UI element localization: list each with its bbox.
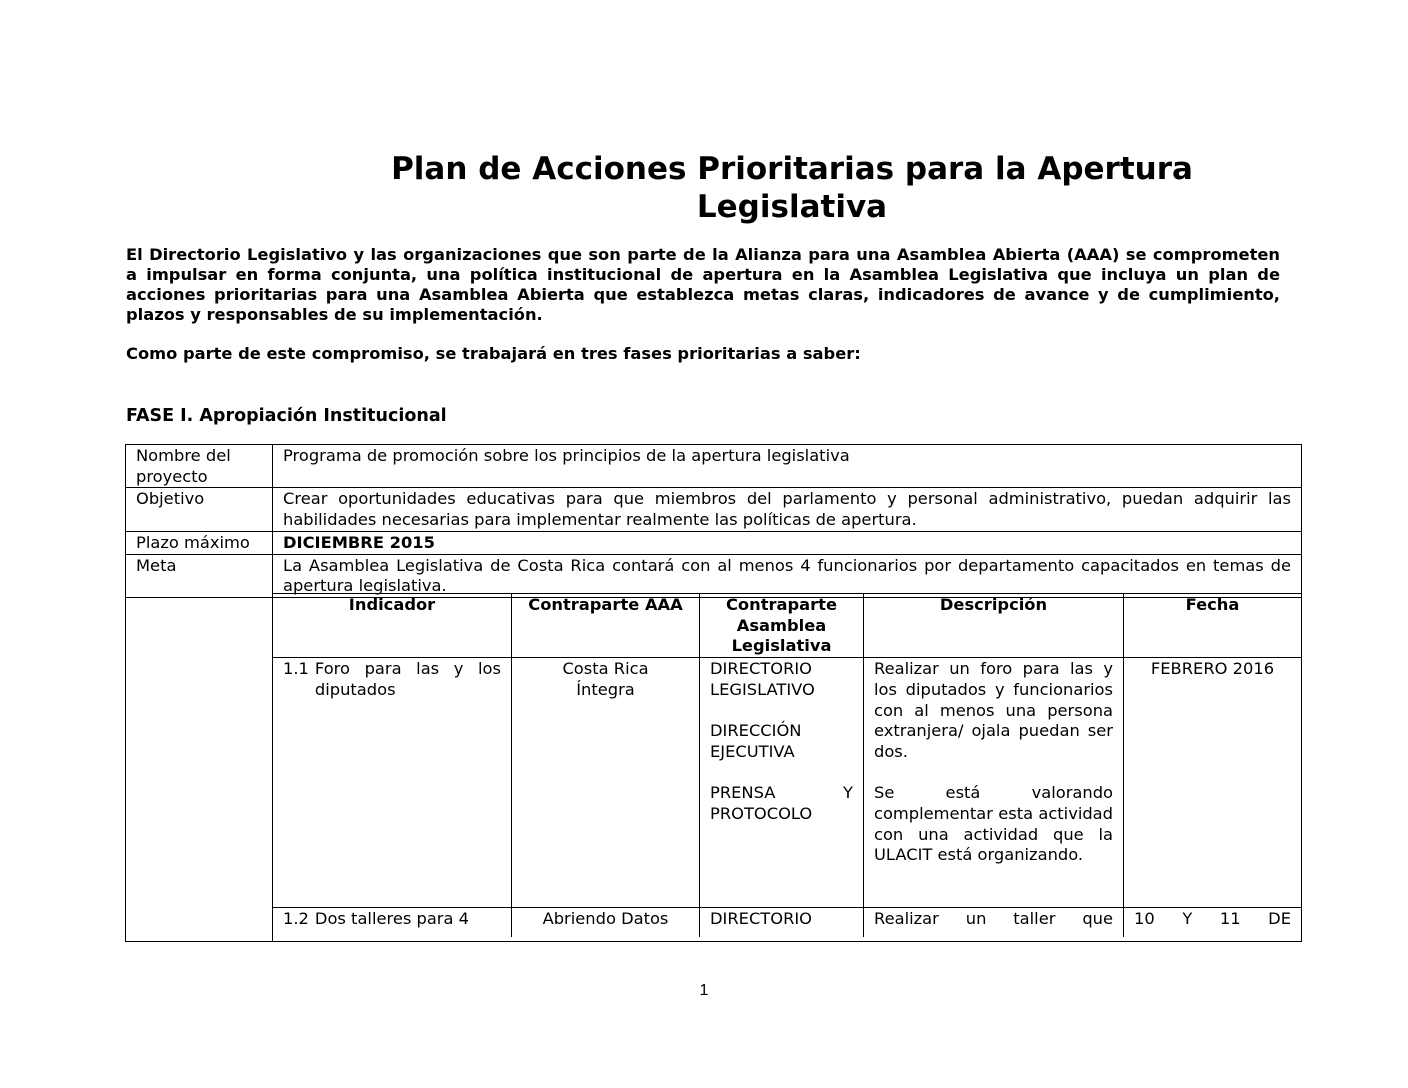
aaa-line-2: Íntegra bbox=[576, 679, 635, 699]
project-name-label: Nombre del proyecto bbox=[126, 445, 273, 488]
project-name-value: Programa de promoción sobre los principios de la apertura legislativa bbox=[273, 445, 1302, 488]
asamblea-item-1: DIRECTORIO LEGISLATIVO bbox=[710, 659, 815, 699]
table-row bbox=[273, 658, 1302, 908]
objective-row bbox=[126, 488, 1302, 531]
asamblea-cell bbox=[700, 658, 864, 908]
intro-paragraph: El Directorio Legislativo y las organizaciones que son parte de la Alianza para una Asamblea Abierta (AAA) se comprometen a impulsar en forma conjunta, una política institucional de apertura en la Asamblea Legislativa que incluya un plan de acciones prioritarias para una Asamblea Abierta que establezca metas claras, indicadores de avance y de cumplimiento, plazos y responsables de su implementación. bbox=[126, 245, 1280, 324]
deadline-row bbox=[126, 531, 1302, 554]
indicators-table bbox=[272, 593, 1301, 937]
header-descripcion: Descripción bbox=[864, 594, 1124, 658]
asamblea-item-3: PRENSA Y PROTOCOLO bbox=[710, 783, 853, 823]
date-cell: FEBRERO 2016 bbox=[1124, 658, 1302, 908]
empty-label-cell bbox=[126, 597, 273, 941]
project-name-row bbox=[126, 445, 1302, 488]
description-part-2: Se está valorando complementar esta actividad con una actividad que la ULACIT está organizando. bbox=[874, 783, 1113, 865]
header-contraparte-aaa: Contraparte AAA bbox=[512, 594, 700, 658]
indicators-header-row bbox=[273, 594, 1302, 658]
aaa-cell bbox=[512, 658, 700, 908]
description-cell: Realizar un taller que bbox=[864, 908, 1124, 937]
aaa-line-1: Costa Rica bbox=[562, 659, 649, 679]
indicator-number: 1.1 bbox=[283, 659, 309, 679]
document-title bbox=[330, 150, 1254, 226]
aaa-cell: Abriendo Datos bbox=[512, 908, 700, 937]
objective-label: Objetivo bbox=[126, 488, 273, 531]
header-indicador: Indicador bbox=[273, 594, 512, 658]
description-cell bbox=[864, 658, 1124, 908]
indicator-cell bbox=[273, 658, 512, 908]
title-line-2: Legislativa bbox=[696, 189, 888, 225]
asamblea-item-2: DIRECCIÓN EJECUTIVA bbox=[710, 721, 802, 761]
indicator-text: Dos talleres para 4 bbox=[314, 909, 470, 929]
deadline-label: Plazo máximo bbox=[126, 531, 273, 554]
table-row bbox=[273, 908, 1302, 937]
goal-row bbox=[126, 554, 1302, 597]
indicator-number: 1.2 bbox=[283, 909, 309, 929]
title-line-1: Plan de Acciones Prioritarias para la Apertura bbox=[391, 151, 1193, 187]
indicators-area bbox=[272, 593, 1301, 937]
deadline-value: DICIEMBRE 2015 bbox=[273, 531, 1302, 554]
page-number: 1 bbox=[699, 982, 709, 999]
phase-heading: FASE I. Apropiación Institucional bbox=[126, 406, 447, 426]
date-cell: 10 Y 11 DE bbox=[1124, 908, 1302, 937]
indicator-text: Foro para las y los diputados bbox=[314, 659, 501, 699]
goal-label: Meta bbox=[126, 554, 273, 597]
objective-value: Crear oportunidades educativas para que miembros del parlamento y personal administrativo, puedan adquirir las habilidades necesarias para implementar realmente las políticas de apertura. bbox=[273, 488, 1302, 531]
lead-paragraph: Como parte de este compromiso, se trabajará en tres fases prioritarias a saber: bbox=[126, 344, 861, 363]
indicator-cell bbox=[273, 908, 512, 937]
description-part-1: Realizar un foro para las y los diputados y funcionarios con al menos una persona extranjera/ ojala puedan ser dos. bbox=[874, 659, 1113, 761]
asamblea-cell: DIRECTORIO bbox=[700, 908, 864, 937]
goal-value: La Asamblea Legislativa de Costa Rica contará con al menos 4 funcionarios por departamento capacitados en temas de apertura legislativa. bbox=[273, 554, 1302, 597]
header-fecha: Fecha bbox=[1124, 594, 1302, 658]
header-contraparte-asamblea: Contraparte Asamblea Legislativa bbox=[700, 594, 864, 658]
